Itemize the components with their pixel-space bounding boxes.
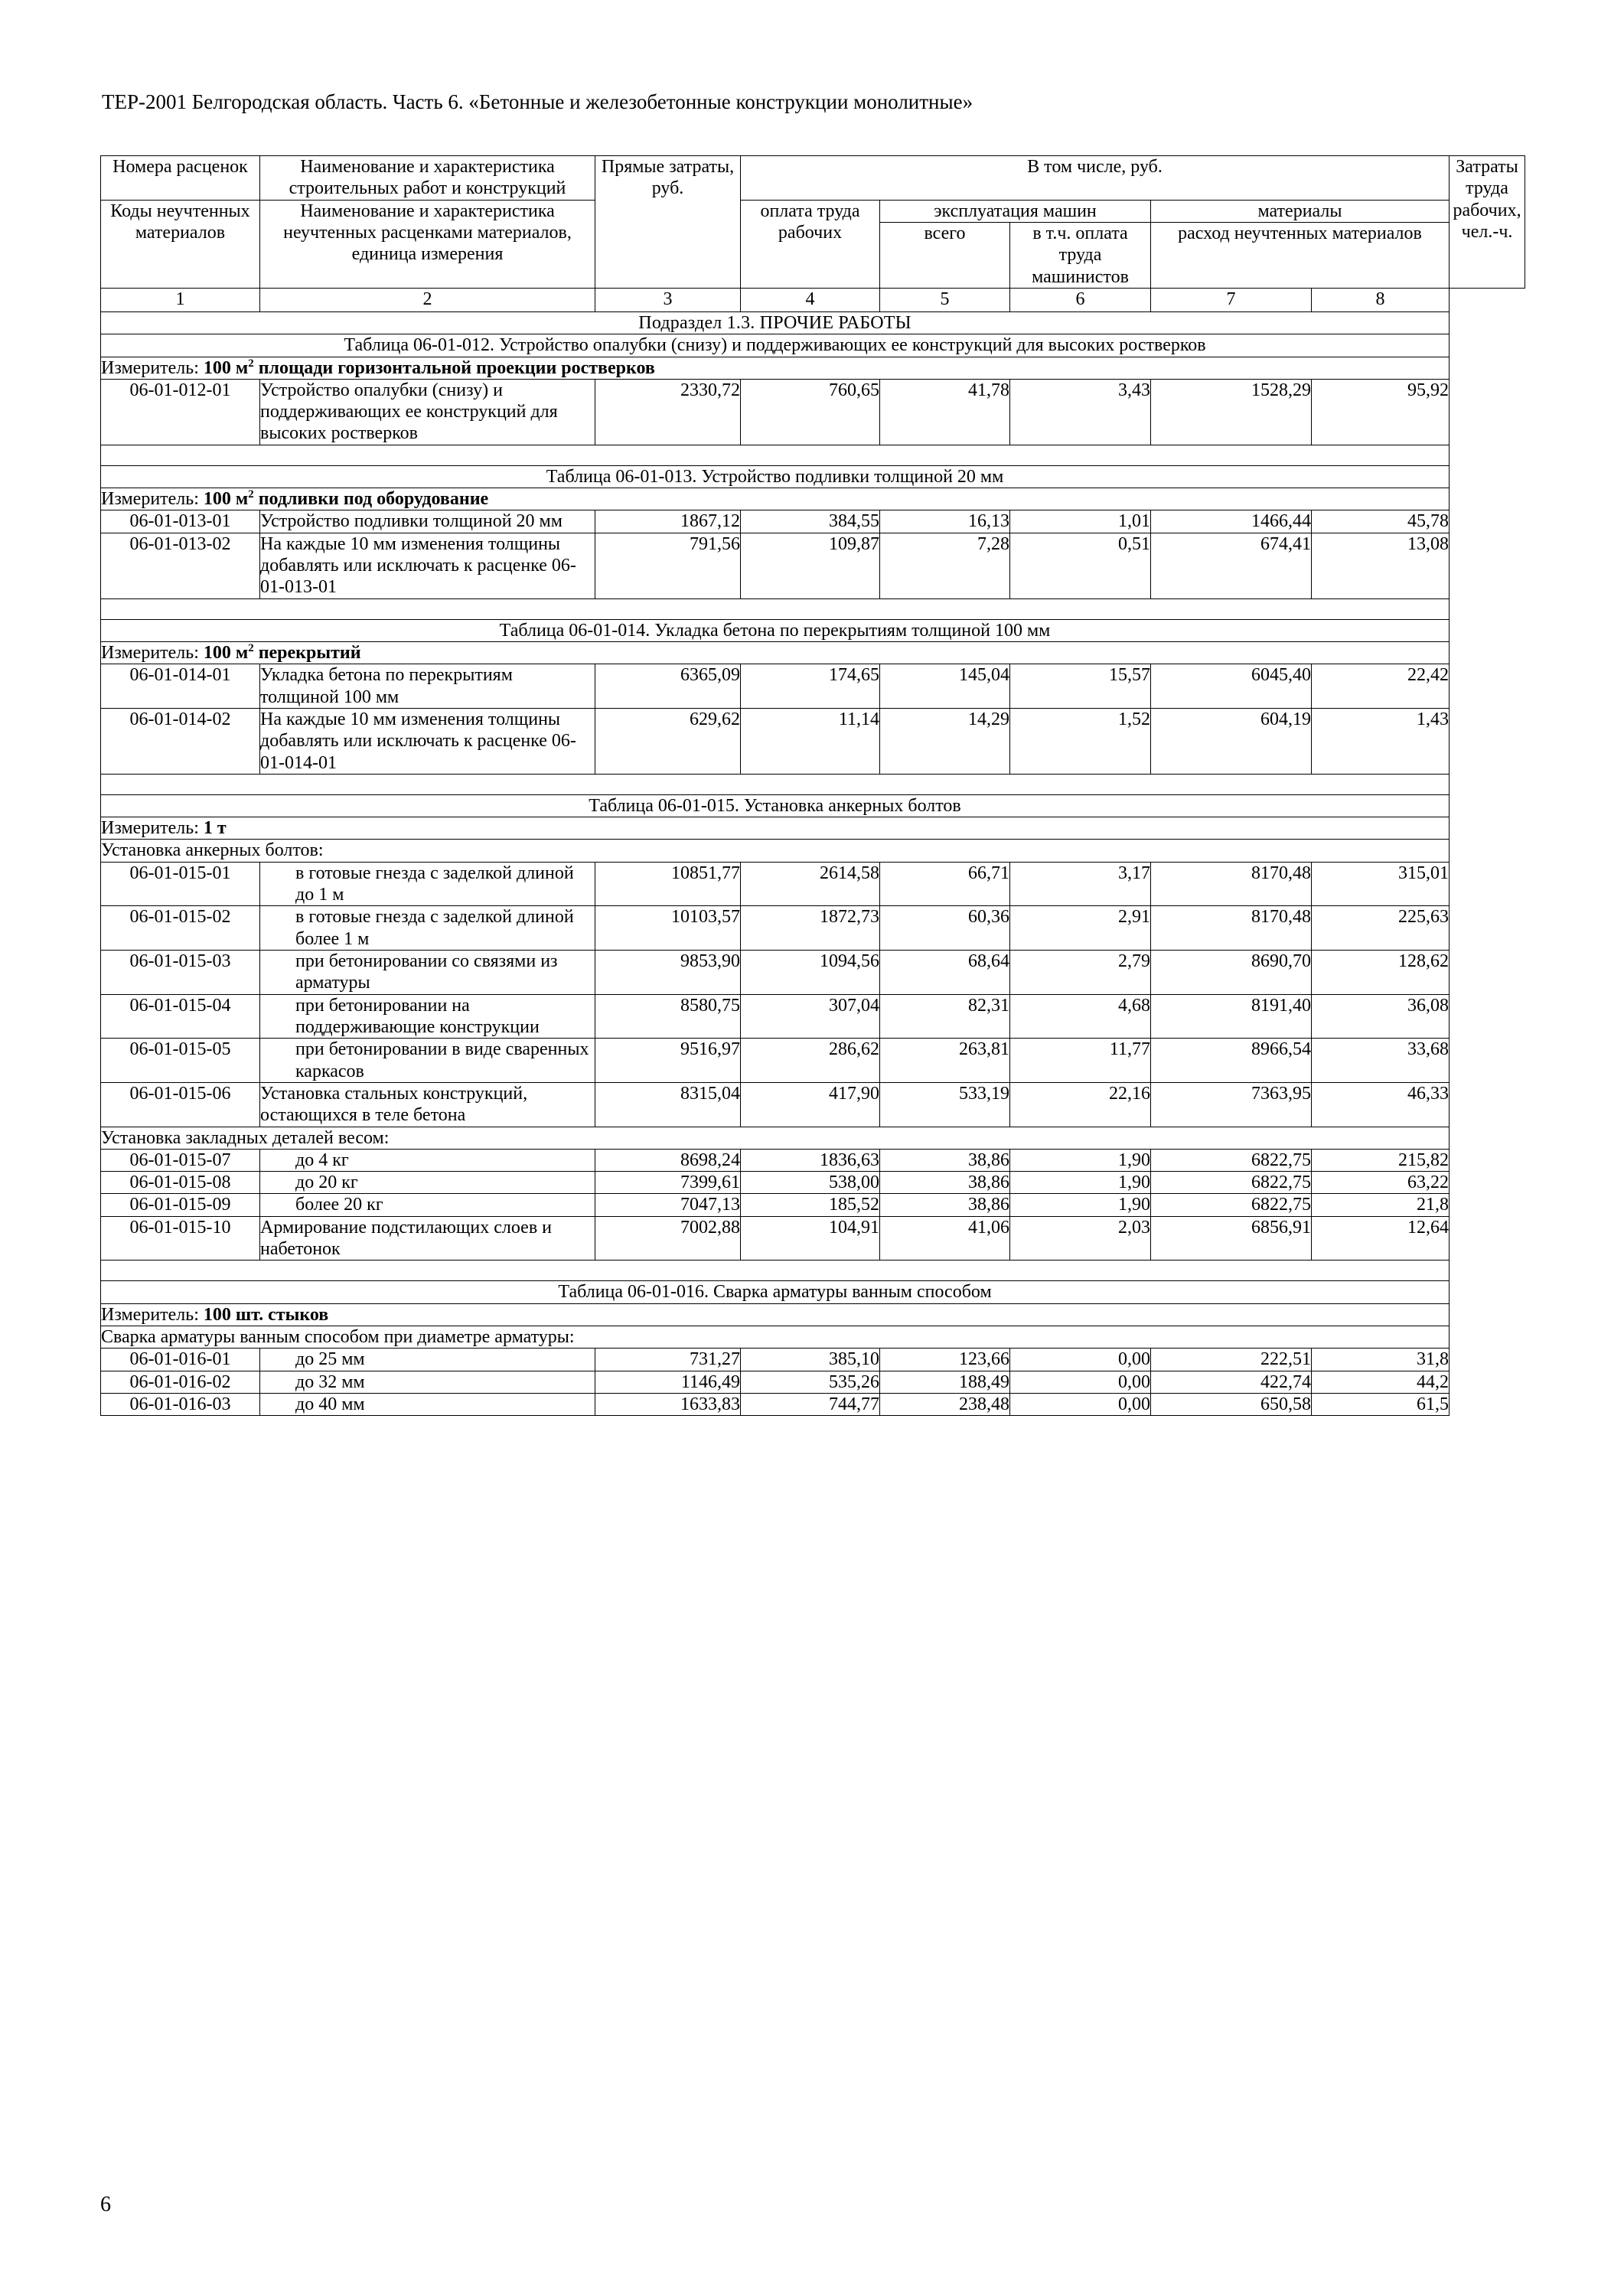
- table-row: [101, 1371, 1525, 1393]
- row-labor-pay: 535,26: [741, 1371, 880, 1393]
- row-machines-total: 16,13: [880, 510, 1010, 533]
- header-col1-bottom: Коды неучтенных материалов: [101, 200, 260, 288]
- row-direct-costs: 8315,04: [595, 1082, 741, 1127]
- row-direct-costs: 9853,90: [595, 951, 741, 995]
- row-materials: 8170,48: [1151, 862, 1312, 906]
- row-machinists-pay: 4,68: [1010, 994, 1151, 1039]
- measurer-06-01-012: [101, 357, 1450, 379]
- row-name: до 40 мм: [260, 1393, 595, 1415]
- row-labor-hours: 95,92: [1312, 379, 1450, 445]
- row-code: 06-01-015-05: [101, 1039, 260, 1083]
- header-group-materialy: материалы: [1151, 200, 1450, 222]
- table-row: [101, 994, 1525, 1039]
- row-machinists-pay: 2,91: [1010, 906, 1151, 951]
- row-direct-costs: 731,27: [595, 1349, 741, 1371]
- row-machines-total: 60,36: [880, 906, 1010, 951]
- row-direct-costs: 10103,57: [595, 906, 741, 951]
- table-row: [101, 1149, 1525, 1171]
- row-labor-pay: 538,00: [741, 1172, 880, 1194]
- table-title-06-01-016: Таблица 06-01-016. Сварка арматуры ванным способом: [101, 1281, 1450, 1303]
- row-direct-costs: 1146,49: [595, 1371, 741, 1393]
- row-machinists-pay: 0,00: [1010, 1349, 1151, 1371]
- row-machines-total: 41,06: [880, 1216, 1010, 1261]
- row-direct-costs: 7002,88: [595, 1216, 741, 1261]
- row-materials: 8690,70: [1151, 951, 1312, 995]
- block-gap: [101, 445, 1450, 465]
- measurer-label: Измеритель:: [101, 818, 204, 839]
- row-materials: 6822,75: [1151, 1149, 1312, 1171]
- table-row: [101, 1082, 1525, 1127]
- row-machinists-pay: 1,52: [1010, 708, 1151, 774]
- row-labor-pay: 384,55: [741, 510, 880, 533]
- col-number-7: 7: [1151, 288, 1312, 311]
- row-name: Установка стальных конструкций, остающихся в теле бетона: [260, 1082, 595, 1127]
- row-labor-pay: 307,04: [741, 994, 880, 1039]
- row-labor-hours: 13,08: [1312, 533, 1450, 598]
- row-code: 06-01-015-03: [101, 951, 260, 995]
- table-row: [101, 533, 1525, 598]
- row-materials: 674,41: [1151, 533, 1312, 598]
- row-machinists-pay: 1,01: [1010, 510, 1151, 533]
- table-row: [101, 510, 1525, 533]
- table-row: [101, 1194, 1525, 1216]
- row-machines-total: 41,78: [880, 379, 1010, 445]
- running-head: ТЕР-2001 Белгородская область. Часть 6. «Бетонные и железобетонные конструкции монолитные»: [102, 90, 973, 113]
- price-table: [100, 155, 1525, 1416]
- row-machinists-pay: 0,00: [1010, 1371, 1151, 1393]
- table-row: [101, 379, 1525, 445]
- row-machines-total: 38,86: [880, 1194, 1010, 1216]
- group-header-06-01-015: Установка анкерных болтов:: [101, 840, 1450, 862]
- header-col6: в т.ч. оплата труда машинистов: [1010, 222, 1151, 288]
- row-code: 06-01-016-02: [101, 1371, 260, 1393]
- header-col2-bottom: Наименование и характеристика неучтенных расценками материалов, единица измерения: [260, 200, 595, 288]
- row-labor-pay: 2614,58: [741, 862, 880, 906]
- table-title-06-01-015: Таблица 06-01-015. Установка анкерных болтов: [101, 794, 1450, 817]
- col-number-1: 1: [101, 288, 260, 311]
- row-code: 06-01-012-01: [101, 379, 260, 445]
- row-labor-hours: 315,01: [1312, 862, 1450, 906]
- row-materials: 8170,48: [1151, 906, 1312, 951]
- row-machinists-pay: 0,51: [1010, 533, 1151, 598]
- row-name: более 20 кг: [260, 1194, 595, 1216]
- row-materials: 6045,40: [1151, 664, 1312, 709]
- table-row: [101, 1349, 1525, 1371]
- table-title-06-01-014: Таблица 06-01-014. Укладка бетона по перекрытиям толщиной 100 мм: [101, 619, 1450, 641]
- header-col4: оплата труда рабочих: [741, 200, 880, 288]
- row-machinists-pay: 22,16: [1010, 1082, 1151, 1127]
- col-number-2: 2: [260, 288, 595, 311]
- row-machines-total: 123,66: [880, 1349, 1010, 1371]
- row-machinists-pay: 11,77: [1010, 1039, 1151, 1083]
- row-labor-pay: 174,65: [741, 664, 880, 709]
- group-header-2-06-01-015: Установка закладных деталей весом:: [101, 1127, 1450, 1149]
- row-machines-total: 238,48: [880, 1393, 1010, 1415]
- row-machinists-pay: 1,90: [1010, 1172, 1151, 1194]
- row-machinists-pay: 3,17: [1010, 862, 1151, 906]
- row-labor-pay: 1094,56: [741, 951, 880, 995]
- row-direct-costs: 10851,77: [595, 862, 741, 906]
- table-row: [101, 1172, 1525, 1194]
- row-labor-hours: 45,78: [1312, 510, 1450, 533]
- table-row: [101, 1393, 1525, 1415]
- block-gap: [101, 598, 1450, 619]
- header-number-row: [101, 288, 1525, 311]
- table-row: [101, 951, 1525, 995]
- row-machines-total: 14,29: [880, 708, 1010, 774]
- col-number-5: 5: [880, 288, 1010, 311]
- row-labor-hours: 225,63: [1312, 906, 1450, 951]
- row-name: На каждые 10 мм изменения толщины добавлять или исключать к расценке 06-01-014-01: [260, 708, 595, 774]
- row-machinists-pay: 15,57: [1010, 664, 1151, 709]
- header-group-vtom: В том числе, руб.: [741, 156, 1450, 201]
- row-name: до 4 кг: [260, 1149, 595, 1171]
- measurer-label: Измеритель:: [101, 642, 204, 663]
- row-machinists-pay: 2,03: [1010, 1216, 1151, 1261]
- table-row: [101, 862, 1525, 906]
- table-title-06-01-012: Таблица 06-01-012. Устройство опалубки (снизу) и поддерживающих ее конструкций для высоких ростверков: [101, 334, 1450, 357]
- row-machinists-pay: 2,79: [1010, 951, 1151, 995]
- row-name: Устройство опалубки (снизу) и поддерживающих ее конструкций для высоких ростверков: [260, 379, 595, 445]
- row-labor-pay: 1836,63: [741, 1149, 880, 1171]
- row-code: 06-01-013-02: [101, 533, 260, 598]
- row-machines-total: 533,19: [880, 1082, 1010, 1127]
- row-name: Устройство подливки толщиной 20 мм: [260, 510, 595, 533]
- row-direct-costs: 8580,75: [595, 994, 741, 1039]
- row-labor-hours: 12,64: [1312, 1216, 1450, 1261]
- row-materials: 222,51: [1151, 1349, 1312, 1371]
- row-name: На каждые 10 мм изменения толщины добавлять или исключать к расценке 06-01-013-01: [260, 533, 595, 598]
- header-col5: всего: [880, 222, 1010, 288]
- row-labor-pay: 109,87: [741, 533, 880, 598]
- table-title-06-01-013: Таблица 06-01-013. Устройство подливки толщиной 20 мм: [101, 465, 1450, 488]
- row-labor-pay: 104,91: [741, 1216, 880, 1261]
- group-header-06-01-016: Сварка арматуры ванным способом при диаметре арматуры:: [101, 1326, 1450, 1349]
- row-labor-hours: 33,68: [1312, 1039, 1450, 1083]
- row-labor-pay: 286,62: [741, 1039, 880, 1083]
- row-materials: 6856,91: [1151, 1216, 1312, 1261]
- table-row: [101, 1216, 1525, 1261]
- measurer-06-01-013: [101, 488, 1450, 510]
- row-machines-total: 38,86: [880, 1149, 1010, 1171]
- row-labor-hours: 36,08: [1312, 994, 1450, 1039]
- row-labor-pay: 1872,73: [741, 906, 880, 951]
- row-labor-pay: 744,77: [741, 1393, 880, 1415]
- row-machines-total: 145,04: [880, 664, 1010, 709]
- row-name: при бетонировании в виде сваренных каркасов: [260, 1039, 595, 1083]
- row-code: 06-01-015-04: [101, 994, 260, 1039]
- row-materials: 650,58: [1151, 1393, 1312, 1415]
- table-head: [101, 156, 1525, 312]
- row-code: 06-01-016-01: [101, 1349, 260, 1371]
- row-labor-hours: 128,62: [1312, 951, 1450, 995]
- row-labor-hours: 61,5: [1312, 1393, 1450, 1415]
- row-machines-total: 188,49: [880, 1371, 1010, 1393]
- row-materials: 7363,95: [1151, 1082, 1312, 1127]
- row-name: Укладка бетона по перекрытиям толщиной 100 мм: [260, 664, 595, 709]
- row-materials: 1466,44: [1151, 510, 1312, 533]
- measurer-value: 100 $м^2$ площади горизонтальной проекции ростверков: [203, 357, 655, 378]
- row-name: до 25 мм: [260, 1349, 595, 1371]
- row-machines-total: 7,28: [880, 533, 1010, 598]
- measurer-06-01-014: [101, 641, 1450, 664]
- table-row: [101, 664, 1525, 709]
- row-name: в готовые гнезда с заделкой длиной более 1 м: [260, 906, 595, 951]
- header-col8: Затраты труда рабочих, чел.-ч.: [1450, 156, 1525, 289]
- measurer-value: 100 шт. стыков: [203, 1304, 329, 1325]
- row-name: Армирование подстилающих слоев и набетонок: [260, 1216, 595, 1261]
- row-code: 06-01-014-01: [101, 664, 260, 709]
- row-materials: 6822,75: [1151, 1172, 1312, 1194]
- row-direct-costs: 2330,72: [595, 379, 741, 445]
- col-number-4: 4: [741, 288, 880, 311]
- row-labor-pay: 185,52: [741, 1194, 880, 1216]
- table-row: [101, 1039, 1525, 1083]
- row-code: 06-01-016-03: [101, 1393, 260, 1415]
- row-machines-total: 66,71: [880, 862, 1010, 906]
- header-col3: Прямые затраты, руб.: [595, 156, 741, 289]
- row-code: 06-01-015-02: [101, 906, 260, 951]
- row-name: в готовые гнезда с заделкой длиной до 1 м: [260, 862, 595, 906]
- row-code: 06-01-015-09: [101, 1194, 260, 1216]
- row-name: при бетонировании со связями из арматуры: [260, 951, 595, 995]
- row-materials: 604,19: [1151, 708, 1312, 774]
- row-labor-pay: 417,90: [741, 1082, 880, 1127]
- header-col2-top: Наименование и характеристика строительных работ и конструкций: [260, 156, 595, 201]
- row-direct-costs: 1633,83: [595, 1393, 741, 1415]
- measurer-label: Измеритель:: [101, 489, 204, 510]
- row-machinists-pay: 1,90: [1010, 1194, 1151, 1216]
- measurer-label: Измеритель:: [101, 1304, 204, 1325]
- row-labor-hours: 63,22: [1312, 1172, 1450, 1194]
- row-machinists-pay: 3,43: [1010, 379, 1151, 445]
- row-direct-costs: 6365,09: [595, 664, 741, 709]
- row-labor-hours: 1,43: [1312, 708, 1450, 774]
- measurer-value: 1 т: [203, 818, 227, 839]
- block-gap: [101, 1261, 1450, 1281]
- row-code: 06-01-014-02: [101, 708, 260, 774]
- row-machinists-pay: 0,00: [1010, 1393, 1151, 1415]
- page-number: 6: [100, 2193, 111, 2216]
- row-direct-costs: 791,56: [595, 533, 741, 598]
- row-direct-costs: 8698,24: [595, 1149, 741, 1171]
- row-materials: 6822,75: [1151, 1194, 1312, 1216]
- measurer-06-01-016: [101, 1303, 1450, 1326]
- row-code: 06-01-015-06: [101, 1082, 260, 1127]
- row-machinists-pay: 1,90: [1010, 1149, 1151, 1171]
- row-direct-costs: 9516,97: [595, 1039, 741, 1083]
- row-code: 06-01-015-01: [101, 862, 260, 906]
- block-gap: [101, 774, 1450, 794]
- measurer-06-01-015: [101, 817, 1450, 840]
- row-labor-hours: 22,42: [1312, 664, 1450, 709]
- row-name: до 20 кг: [260, 1172, 595, 1194]
- row-materials: 8191,40: [1151, 994, 1312, 1039]
- col-number-3: 3: [595, 288, 741, 311]
- measurer-value: 100 $м^2$ перекрытий: [203, 641, 361, 663]
- row-code: 06-01-013-01: [101, 510, 260, 533]
- row-labor-hours: 31,8: [1312, 1349, 1450, 1371]
- row-code: 06-01-015-07: [101, 1149, 260, 1171]
- row-direct-costs: 7047,13: [595, 1194, 741, 1216]
- header-col1-top: Номера расценок: [101, 156, 260, 201]
- row-materials: 8966,54: [1151, 1039, 1312, 1083]
- row-labor-hours: 44,2: [1312, 1371, 1450, 1393]
- row-code: 06-01-015-08: [101, 1172, 260, 1194]
- row-code: 06-01-015-10: [101, 1216, 260, 1261]
- measurer-label: Измеритель:: [101, 357, 204, 378]
- row-labor-hours: 215,82: [1312, 1149, 1450, 1171]
- row-direct-costs: 7399,61: [595, 1172, 741, 1194]
- table-row: [101, 708, 1525, 774]
- row-machines-total: 38,86: [880, 1172, 1010, 1194]
- row-materials: 1528,29: [1151, 379, 1312, 445]
- row-labor-pay: 11,14: [741, 708, 880, 774]
- row-labor-pay: 385,10: [741, 1349, 880, 1371]
- header-col7: расход неучтенных материалов: [1151, 222, 1450, 288]
- row-direct-costs: 1867,12: [595, 510, 741, 533]
- row-labor-hours: 21,8: [1312, 1194, 1450, 1216]
- row-machines-total: 68,64: [880, 951, 1010, 995]
- table-body: [101, 311, 1525, 1415]
- row-machines-total: 263,81: [880, 1039, 1010, 1083]
- measurer-value: 100 $м^2$ подливки под оборудование: [203, 488, 489, 510]
- row-name: до 32 мм: [260, 1371, 595, 1393]
- row-labor-hours: 46,33: [1312, 1082, 1450, 1127]
- section-title: Подраздел 1.3. ПРОЧИЕ РАБОТЫ: [101, 311, 1450, 334]
- col-number-6: 6: [1010, 288, 1151, 311]
- col-number-8: 8: [1312, 288, 1450, 311]
- row-labor-pay: 760,65: [741, 379, 880, 445]
- table-row: [101, 906, 1525, 951]
- row-machines-total: 82,31: [880, 994, 1010, 1039]
- row-name: при бетонировании на поддерживающие конструкции: [260, 994, 595, 1039]
- header-group-mashin: эксплуатация машин: [880, 200, 1151, 222]
- row-materials: 422,74: [1151, 1371, 1312, 1393]
- row-direct-costs: 629,62: [595, 708, 741, 774]
